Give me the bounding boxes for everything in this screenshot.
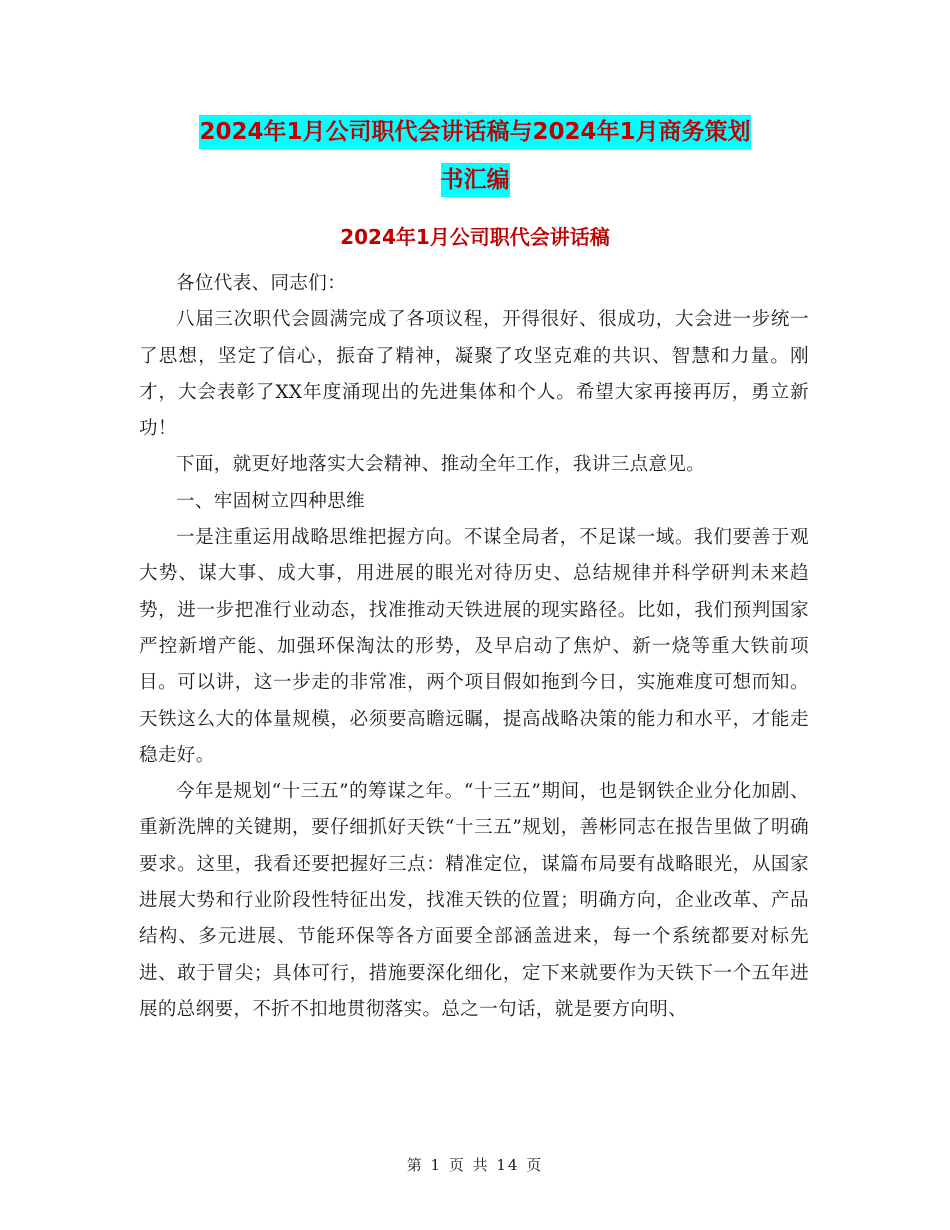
paragraph-heading: 一、牢固树立四种思维 [176,490,366,512]
document-title-line-2: 书汇编 [441,163,510,197]
paragraph: 今年是规划“十三五”的筹谋之年。“十三五”期间，也是钢铁企业分化加剧、重新洗牌的关键期，要仔细抓好天铁“十三五”规划，善彬同志在报告里做了明确要求。这里，我看还要把握好三点：精准定位，谋篇布局要有战略眼光，从国家进展大势和行业阶段性特征出发，找准天铁的位置；明确方向，企业改革、产品结构、多元进展、节能环保等各方面要全部涵盖进来，每一个系统都要对标先进、敢于冒尖；具体可行，措施要深化细化，定下来就要作为天铁下一个五年进展的总纲要，不折不扣地贯彻落实。总之一句话，就是要方向明、 [139,781,809,1020]
paragraph: 八届三次职代会圆满完成了各项议程，开得很好、很成功，大会进一步统一了思想，坚定了信心，振奋了精神，凝聚了攻坚克难的共识、智慧和力量。刚才，大会表彰了XX年度涌现出的先进集体和个人。希望大家再接再厉，勇立新功！ [139,309,809,440]
page-number-footer: 第 1 页 共 14 页 [406,1156,544,1174]
paragraph-salutation: 各位代表、同志们： [176,273,347,294]
section-title: 2024年1月公司职代会讲话稿 [340,225,610,249]
document-title-line-1: 2024年1月公司职代会讲话稿与2024年1月商务策划 [199,115,750,149]
document-title [0,108,950,204]
paragraph: 下面，就更好地落实大会精神、推动全年工作，我讲三点意见。 [176,454,706,476]
document-body [139,266,809,1028]
paragraph: 一是注重运用战略思维把握方向。不谋全局者，不足谋一域。我们要善于观大势、谋大事、成大事，用进展的眼光对待历史、总结规律并科学研判未来趋势，进一步把准行业动态，找准推动天铁进展的现实路径。比如，我们预判国家严控新增产能、加强环保淘汰的形势，及早启动了焦炉、新一烧等重大铁前项目。可以讲，这一步走的非常准，两个项目假如拖到今日，实施难度可想而知。天铁这么大的体量规模，必须要高瞻远瞩，提高战略决策的能力和水平，才能走稳走好。 [139,527,809,766]
